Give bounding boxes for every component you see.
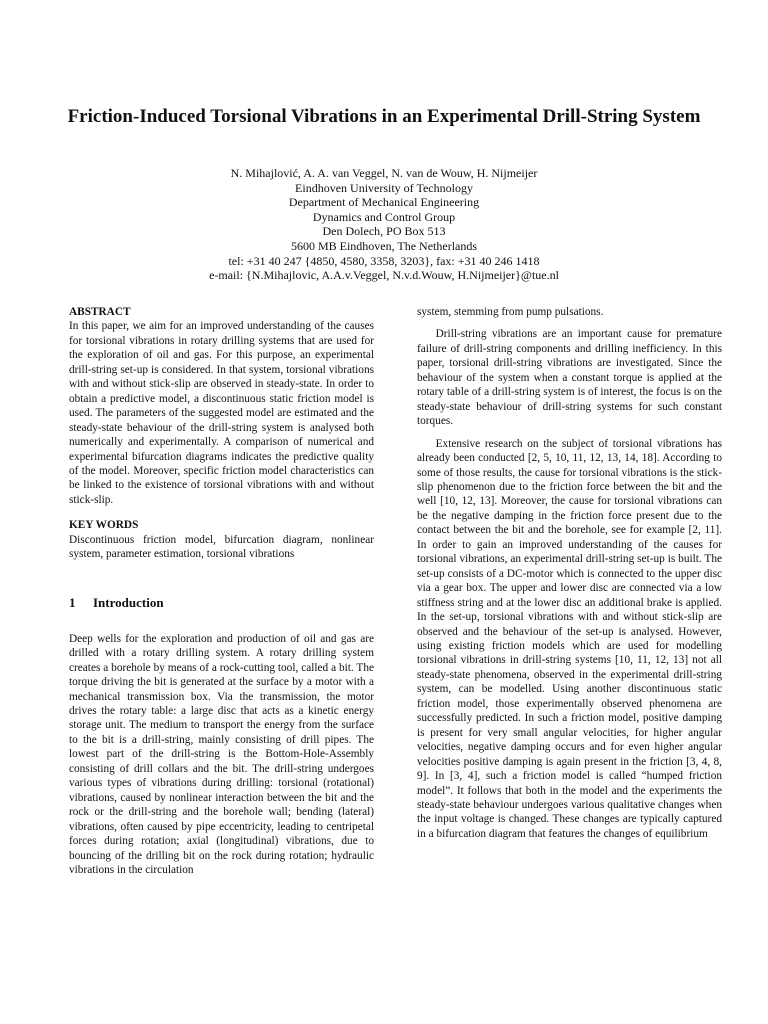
author-block <box>84 166 684 283</box>
abstract-heading: ABSTRACT <box>69 306 131 318</box>
author-names: N. Mihajlović, A. A. van Veggel, N. van de Wouw, H. Nijmeijer <box>230 166 538 180</box>
affiliation-address: Den Dolech, PO Box 513 <box>322 224 446 239</box>
affiliation-university: Eindhoven University of Technology <box>295 180 473 195</box>
section-number: 1 <box>69 594 76 610</box>
introduction-paragraph-2: Drill-string vibrations are an important cause for premature failure of drill-string components and drilling inefficiency. In this paper, torsional drill-string vibrations are investigated. Since the behaviour of the system when a constant torque is applied at the rotary table of a drill-string system is of interest, the focus is on the steady-state behaviour of drill-string systems for such constant torques. <box>417 328 722 428</box>
right-column <box>417 305 722 841</box>
contact-email: e-mail: {N.Mihajlovic, A.A.v.Veggel, N.v.d.Wouw, H.Nijmeijer}@tue.nl <box>209 268 559 283</box>
affiliation-group: Dynamics and Control Group <box>312 209 456 224</box>
introduction-continuation: system, stemming from pump pulsations. <box>417 306 604 318</box>
introduction-paragraph-1: Deep wells for the exploration and production of oil and gas are drilled with a rotary drilling system. A rotary drilling system creates a borehole by means of a rock-cutting tool, called a bit. The torque driving the bit is generated at the surface by a motor with a mechanical transmission box. Via the transmission, the motor drives the rotary table: a large disc that acts as a kinetic energy storage unit. The medium to transport the energy from the surface to the bit is a drill-string, mainly consisting of drill pipes. The lowest part of the drill-string is the Bottom-Hole-Assembly consisting of drill collars and the bit. The drill-string undergoes various types of vibrations during drilling: torsional (rotational) vibrations, caused by nonlinear interaction between the bit and the rock or the drill-string and the borehole wall; bending (lateral) vibrations, often caused by pipe eccentricity, leading to centripetal forces during rotation; axial (longitudinal) vibrations, due to bouncing of the drilling bit on the rock during rotation; hydraulic vibrations in the circulation <box>69 632 374 876</box>
abstract-text: In this paper, we aim for an improved understanding of the causes for torsional vibrations in rotary drilling systems that are used for the exploration of oil and gas. For this purpose, an experimental drill-string set-up is considered. In that system, torsional vibrations with and without stick-slip are observed in steady-state. In order to obtain a predictive model, a discontinuous static friction model is used. The parameters of the suggested model are estimated and the steady-state behaviour of the drill-string system is analysed both numerically and experimentally. A comparison of numerical and experimental bifurcation diagrams indicates the predictive quality of the model. Moreover, specific friction model characteristics can be linked to the existence of torsional vibrations with and without stick-slip. <box>69 320 374 506</box>
affiliation-city: 5600 MB Eindhoven, The Netherlands <box>290 238 478 253</box>
paper-title: Friction-Induced Torsional Vibrations in an Experimental Drill-String System <box>67 106 701 127</box>
section-title: Introduction <box>93 594 164 610</box>
contact-telephone: tel: +31 40 247 {4850, 4580, 3358, 3203}, fax: +31 40 246 1418 <box>228 253 540 268</box>
affiliation-department: Department of Mechanical Engineering <box>288 195 480 210</box>
keywords-heading: KEY WORDS <box>69 519 139 532</box>
introduction-paragraph-3: Extensive research on the subject of torsional vibrations has already been conducted [2, 5, 10, 11, 12, 13, 14, 18]. According to some of those results, the cause for torsional vibrations is the stick-slip phenomenon due to the friction force between the bit and the well [10, 12, 13]. Moreover, the cause for torsional vibrations can be the negative damping in the friction force present due to the contact between the bit and the borehole, see for example [2, 11]. In order to gain an improved understanding of the causes for torsional vibrations, an experimental drill-string set-up is built. The set-up consists of a DC-motor which is connected to the upper disc via a gear box. The upper and lower disc are connected via a low stiffness string and at the lower disc an additional brake is applied. In the set-up, torsional vibrations with and without stick-slip are observed and the behaviour of the set-up is analysed. However, using existing friction models which are used for modelling torsional vibrations in drill-string systems [10, 11, 12, 13] not all steady-state phenomena, observed in the experimental drill-string system, can be modelled. Using another discontinuous static friction model, those experimentally observed phenomena are successfully predicted. In such a friction model, positive damping is present for very small angular velocities, for higher angular velocities, negative damping occurs and for even higher angular velocities positive damping is again present in the friction [3, 4, 8, 9]. In [3, 4], such a friction model is called “humped friction model”. It follows that both in the model and the experiments the steady-state behaviour undergoes various qualitative changes when the input voltage is changed. These changes are typically captured in a bifurcation diagram that features the changes of equilibrium <box>417 437 722 840</box>
section-heading-introduction <box>69 595 374 611</box>
left-column <box>69 305 374 877</box>
keywords-text: Discontinuous friction model, bifurcation diagram, nonlinear system, parameter estimation, torsional vibrations <box>69 533 374 561</box>
